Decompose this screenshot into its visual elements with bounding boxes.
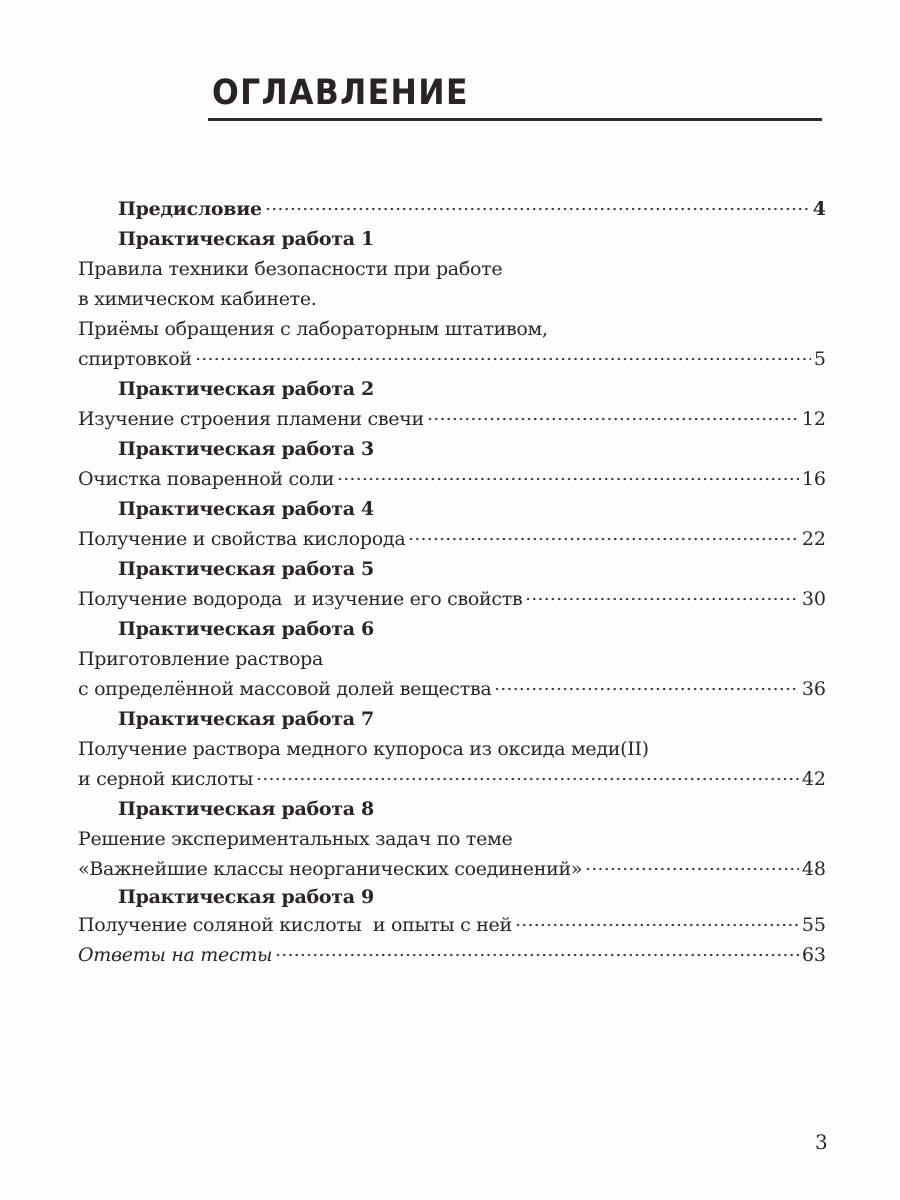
dot-leader bbox=[427, 417, 799, 421]
toc-entry-line[interactable] bbox=[78, 644, 826, 674]
toc-entry-label: Предисловие bbox=[118, 198, 262, 220]
toc-entry-label: спиртовкой bbox=[78, 348, 192, 370]
section-heading-label: Практическая работа 2 bbox=[118, 378, 374, 400]
toc-entry-label: Очистка поваренной соли bbox=[78, 468, 335, 490]
dot-leader bbox=[265, 207, 810, 211]
dot-leader bbox=[337, 477, 799, 481]
section-heading-label: Практическая работа 5 bbox=[118, 558, 374, 580]
toc-entry-line[interactable] bbox=[78, 824, 826, 854]
toc-entry-preface[interactable] bbox=[78, 194, 826, 224]
toc-section-heading bbox=[78, 374, 826, 404]
title-underline bbox=[208, 118, 822, 121]
section-heading-label: Практическая работа 9 bbox=[118, 886, 374, 908]
toc-entry-label: и серной кислоты bbox=[78, 768, 254, 790]
toc-entry-label: Правила техники безопасности при работе bbox=[78, 258, 503, 280]
toc-page-number: 22 bbox=[801, 528, 826, 550]
toc-entry-practical-3[interactable] bbox=[78, 464, 826, 494]
toc-section-heading bbox=[78, 614, 826, 644]
toc-entry-answers[interactable] bbox=[78, 940, 826, 970]
toc-page-number: 36 bbox=[801, 678, 826, 700]
toc-entry-label: в химическом кабинете. bbox=[78, 288, 317, 310]
dot-leader bbox=[256, 777, 799, 781]
toc-section-heading bbox=[78, 224, 826, 254]
toc-section-heading bbox=[78, 704, 826, 734]
toc-entry-practical-7[interactable] bbox=[78, 764, 826, 794]
toc-section-heading bbox=[78, 554, 826, 584]
section-heading-label: Практическая работа 1 bbox=[118, 228, 374, 250]
toc-section-heading bbox=[78, 434, 826, 464]
section-heading-label: Практическая работа 3 bbox=[118, 438, 374, 460]
toc-entry-practical-2[interactable] bbox=[78, 404, 826, 434]
toc-entry-practical-8[interactable] bbox=[78, 854, 826, 884]
toc-entry-practical-5[interactable] bbox=[78, 584, 826, 614]
dot-leader bbox=[408, 537, 798, 541]
toc-entry-line[interactable] bbox=[78, 254, 826, 284]
toc-page-number: 12 bbox=[801, 408, 826, 430]
dot-leader bbox=[525, 597, 798, 601]
page-number: 3 bbox=[815, 1130, 828, 1154]
toc-entry-label: Получение соляной кислоты и опыты с ней bbox=[78, 914, 512, 936]
toc-section-heading bbox=[78, 794, 826, 824]
toc-section-heading bbox=[78, 884, 826, 910]
dot-leader bbox=[585, 867, 799, 871]
toc-entry-practical-6[interactable] bbox=[78, 674, 826, 704]
dot-leader bbox=[195, 357, 811, 361]
toc-entry-label: «Важнейшие классы неорганических соединений» bbox=[78, 858, 583, 880]
toc-entry-practical-9[interactable] bbox=[78, 910, 826, 940]
section-heading-label: Практическая работа 8 bbox=[118, 798, 374, 820]
toc-entry-line[interactable] bbox=[78, 734, 826, 764]
section-heading-label: Практическая работа 6 bbox=[118, 618, 374, 640]
toc-entry-label: Приготовление раствора bbox=[78, 648, 324, 670]
toc-page-number: 48 bbox=[801, 858, 826, 880]
toc-entry-label: Получение водорода и изучение его свойств bbox=[78, 588, 523, 610]
toc-page-number: 42 bbox=[801, 768, 826, 790]
toc-page-number: 16 bbox=[801, 468, 826, 490]
page-title: ОГЛАВЛЕНИЕ bbox=[212, 73, 469, 113]
toc-page-number: 30 bbox=[801, 588, 826, 610]
toc-entry-line[interactable] bbox=[78, 284, 826, 314]
section-heading-label: Практическая работа 4 bbox=[118, 498, 374, 520]
toc-page-number: 4 bbox=[812, 198, 826, 220]
toc-entry-label: Приёмы обращения с лабораторным штативом, bbox=[78, 318, 548, 340]
toc-entry-practical-4[interactable] bbox=[78, 524, 826, 554]
dot-leader bbox=[275, 953, 799, 957]
toc-section-heading bbox=[78, 494, 826, 524]
toc-entry-label: Ответы на тесты bbox=[78, 944, 273, 966]
toc-entry-label: с определённой массовой долей вещества bbox=[78, 678, 492, 700]
section-heading-label: Практическая работа 7 bbox=[118, 708, 374, 730]
toc-entry-practical-1[interactable] bbox=[78, 344, 826, 374]
dot-leader bbox=[515, 923, 799, 927]
toc-entry-label: Изучение строения пламени свечи bbox=[78, 408, 424, 430]
toc-entry-label: Решение экспериментальных задач по теме bbox=[78, 828, 513, 850]
toc-entry-label: Получение и свойства кислорода bbox=[78, 528, 406, 550]
toc-page-number: 55 bbox=[801, 914, 826, 936]
toc-page-number: 5 bbox=[813, 348, 826, 370]
table-of-contents bbox=[78, 194, 826, 970]
toc-entry-label: Получение раствора медного купороса из оксида меди(II) bbox=[78, 738, 649, 760]
dot-leader bbox=[494, 687, 798, 691]
toc-entry-line[interactable] bbox=[78, 314, 826, 344]
toc-page-number: 63 bbox=[801, 944, 826, 966]
